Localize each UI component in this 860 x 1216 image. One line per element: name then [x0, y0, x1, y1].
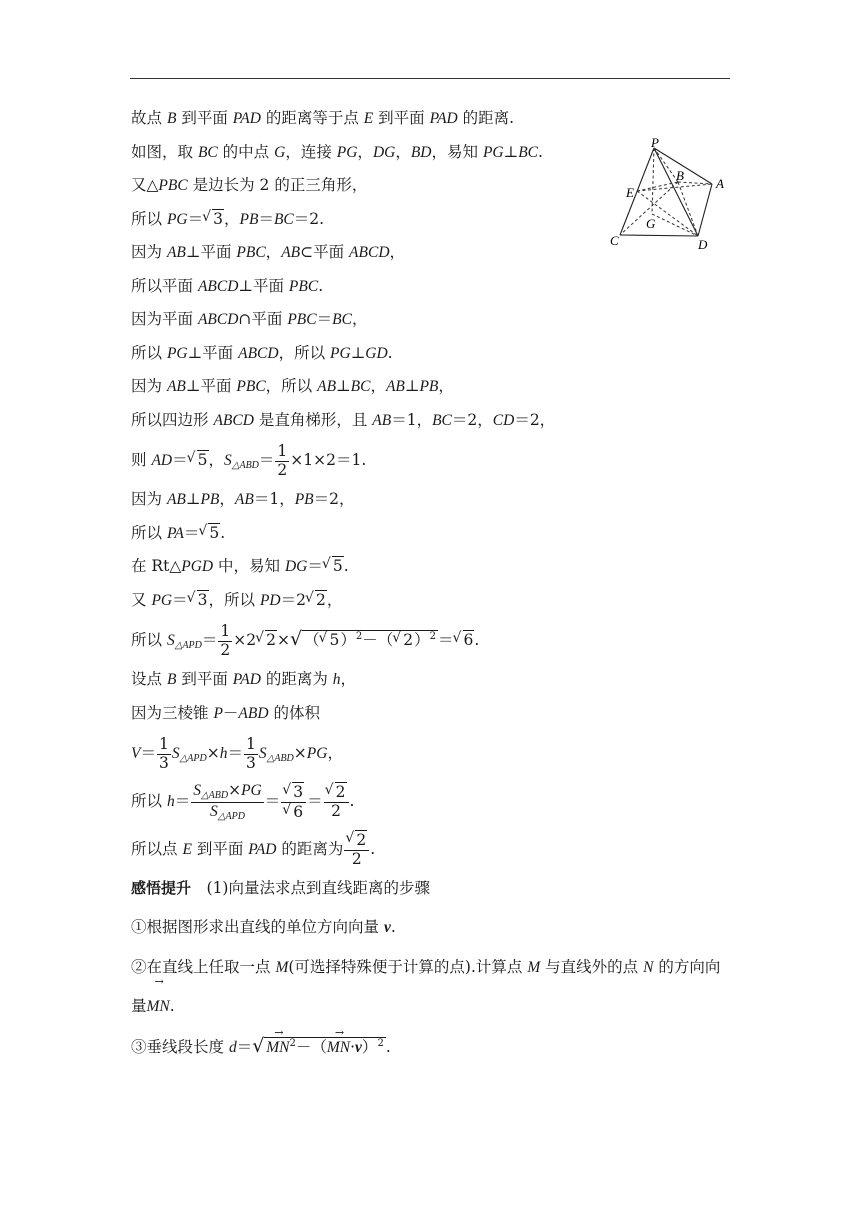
line-06: 所以平面 ABCD⊥平面 PBC. [131, 276, 324, 295]
label-g: G [646, 216, 656, 231]
line-16: 所以 $S_{\triangle APD}=$ $\frac{1}{2}$ ×2√ 2×√ （√ 5）$^2$－（√ 2）$^2$ ＝√ 6. [131, 617, 731, 663]
line-14: 在 Rt△PGD 中，易知 DG＝√ 5. [131, 550, 731, 584]
line-08: 所以 PG⊥平面 ABCD，所以 PG⊥GD. [131, 343, 393, 362]
label-p: P [651, 135, 659, 150]
line-09: 因为 AB⊥平面 PBC，所以 AB⊥BC，AB⊥PB， [131, 377, 454, 395]
line-07: 因为平面 ABCD∩平面 PBC＝BC， [131, 310, 368, 328]
line-17: 设点 B 到平面 PAD 的距离为 h， [131, 670, 357, 688]
line-02: 如图，取 BC 的中点 G，连接 PG，DG，BD，易知 PG⊥BC. [131, 142, 543, 161]
line-12: 因为 AB⊥PB，AB＝1，PB＝2， [131, 490, 355, 508]
label-d: D [698, 237, 708, 252]
line-24: ②在直线上任取一点 M(可选择特殊便于计算的点).计算点 M 与直线外的点 N 的方向向量→ MN. [131, 948, 731, 1026]
line-04: 所以 PG＝√ 3，PB＝BC＝2. [131, 203, 731, 237]
header-rule [130, 78, 730, 79]
line-11: 则 AD＝√ 5，$S_{\triangle ABD}=$ $\frac{1}{2}$ ×1×2＝1. [131, 437, 731, 483]
line-05: 因为 AB⊥平面 PBC，AB⊂平面 ABCD， [131, 243, 406, 261]
label-c: C [610, 233, 619, 248]
solution-text [131, 102, 731, 1068]
label-a: A [716, 176, 724, 191]
line-03: 又△PBC 是边长为 2 的正三角形， [131, 176, 368, 194]
line-23: ①根据图形求出直线的单位方向向量 v. [131, 917, 396, 936]
label-e: E [626, 185, 634, 200]
line-13: 所以 PA＝√ 5. [131, 517, 731, 551]
line-20: 所以 h＝ $\frac{S_{\triangle ABD}\times PG}{S_{\triangle APD}}$ ＝ √ 3 √ 6 ＝ √ $\frac{2}{2}$ . [131, 776, 731, 826]
line-19: V＝ $\frac{1}{3}$ $S_{\triangle APD}\times h=$ $\frac{1}{3}$ $S_{\triangle ABD}\times PG$， [131, 734, 343, 772]
line-10: 所以四边形 ABCD 是直角梯形，且 AB＝1，BC＝2，CD＝2， [131, 410, 556, 429]
line-18: 因为三棱锥 P－ABD 的体积 [131, 703, 320, 722]
line-25: ③垂线段长度 $d=√ \to MN^2-(\to MN\cdot v)^2$ . [131, 1026, 731, 1068]
label-b: B [676, 168, 684, 183]
line-01: 故点 B 到平面 PAD 的距离等于点 E 到平面 PAD 的距离. [131, 109, 515, 127]
line-21: 所以点 E 到平面 PAD 的距离为 √ $\frac{2}{2}$ . [131, 826, 731, 872]
line-15: 又 PG＝√ 3，所以 PD＝2√ 2， [131, 584, 731, 618]
line-22: 感悟提升 (1)向量法求点到直线距离的步骤 [131, 879, 430, 897]
